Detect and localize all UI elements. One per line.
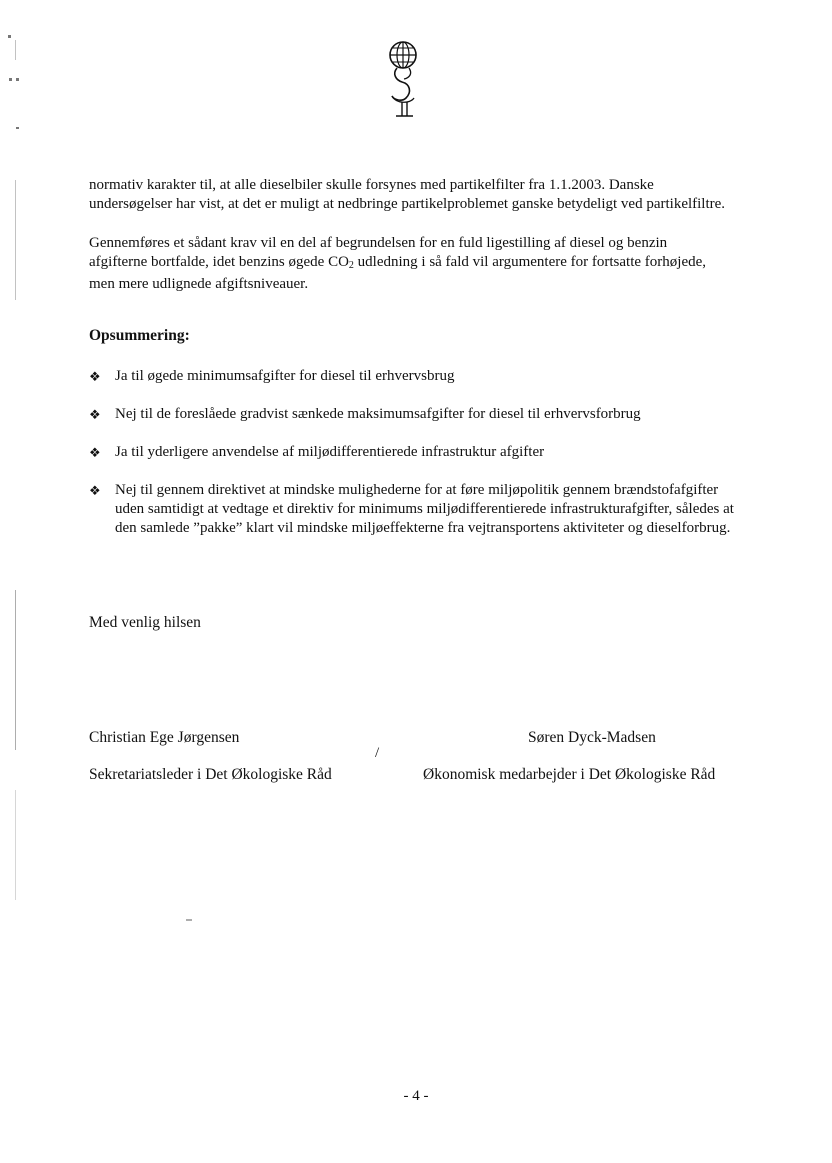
signature-left-title: Sekretariatsleder i Det Økologiske Råd (89, 766, 332, 783)
summary-bullet-text: Nej til gennem direktivet at mindske mulighederne for at føre miljøpolitik gennem brændstofafgifter uden samtidigt at vedtage et direktiv for minimums miljødifferentierede infrastrukturafgifter, således at den samlede ”pakke” klart vil mindske miljøeffekterne fra vejtransportens aktiviteter og dieselforbrug. (115, 482, 734, 536)
summary-bullet-text: Nej til de foreslåede gradvist sænkede maksimumsafgifter for diesel til erhvervsforbrug (115, 406, 641, 422)
summary-bullet-text: Ja til øgede minimumsafgifter for diesel til erhvervsbrug (115, 368, 455, 384)
scan-speck (8, 35, 11, 38)
bullet-diamond-icon: ❖ (89, 369, 101, 384)
co2-subscript: 2 (348, 260, 354, 271)
body-paragraph-2 (89, 234, 729, 294)
scan-artifact (15, 180, 16, 300)
body-paragraph-2-part-b: udledning i så fald vil argumentere for fortsatte forhøjede, men mere udlignede afgiftsniveauer. (89, 254, 707, 292)
scan-artifact (15, 590, 16, 750)
signature-left-name: Christian Ege Jørgensen (89, 729, 240, 746)
bullet-diamond-icon: ❖ (89, 445, 101, 460)
signature-right-name: Søren Dyck-Madsen (528, 729, 656, 746)
bullet-diamond-icon: ❖ (89, 407, 101, 422)
summary-heading: Opsummering: (89, 327, 190, 344)
page-number: - 4 - (403, 1088, 429, 1104)
globe-figure-logo-icon (382, 38, 424, 120)
closing-greeting: Med venlig hilsen (89, 614, 201, 631)
scan-speck (186, 919, 192, 921)
signature-right-title: Økonomisk medarbejder i Det Økologiske Råd (423, 766, 716, 783)
stray-mark: / (375, 745, 380, 761)
body-paragraph-2-part-a: Gennemføres et sådant krav vil en del af begrundelsen for en fuld ligestilling af diesel og benzin afgifterne bortfalde, idet benzins øgede CO (89, 235, 668, 270)
scan-speck (9, 78, 12, 81)
scan-speck (16, 127, 19, 129)
body-paragraph-1: normativ karakter til, at alle dieselbiler skulle forsynes med partikelfilter fra 1.1.2003. Danske undersøgelser har vist, at det er muligt at nedbringe partikelproblemet ganske betydeligt ved partikelfiltre. (89, 177, 726, 212)
summary-bullet-text: Ja til yderligere anvendelse af miljødifferentierede infrastruktur afgifter (115, 444, 545, 460)
scan-artifact (15, 40, 16, 60)
scan-speck (16, 78, 19, 81)
bullet-diamond-icon: ❖ (89, 483, 101, 498)
scan-artifact (15, 790, 16, 900)
